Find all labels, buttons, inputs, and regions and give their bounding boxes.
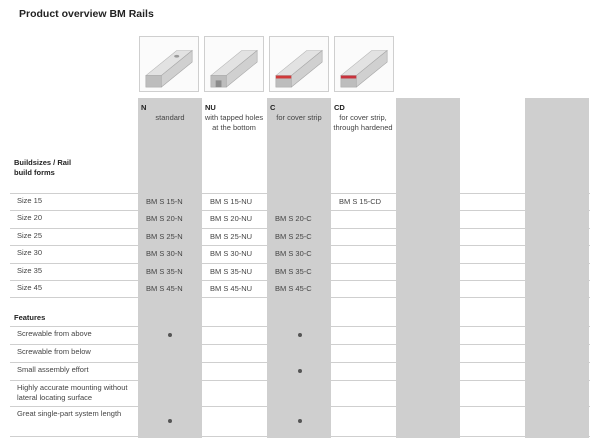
rail-part-number: BM S 30-C: [275, 249, 312, 259]
column-description: for cover strip: [276, 113, 322, 122]
feature-dot: [298, 419, 302, 423]
rail-part-number: BM S 15-N: [146, 197, 183, 206]
rail-c-image: [269, 36, 329, 92]
rail-part-number: BM S 15-NU: [210, 197, 253, 206]
column-code: C: [270, 103, 276, 112]
rail-part-number: BM S 30-NU: [210, 249, 253, 259]
rail-n-image: [139, 36, 199, 92]
rail-part-number: BM S 20-NU: [210, 214, 253, 224]
size-label: Size 20: [17, 213, 43, 223]
feature-label: Screwable from below: [17, 347, 91, 356]
column-description: with tapped holes at the bottom: [204, 113, 264, 132]
row-divider: [10, 228, 590, 229]
feature-label: Highly accurate mounting without lateral locating surface: [17, 383, 128, 402]
row-divider: [10, 193, 590, 194]
row-divider: [10, 263, 590, 264]
size-label: Size 35: [17, 265, 43, 275]
rail-part-number: BM S 30-N: [146, 249, 183, 259]
row-divider: [10, 344, 590, 345]
column-code: NU: [205, 103, 216, 112]
row-divider: [10, 210, 590, 211]
rail-nu-image: [204, 36, 264, 92]
feature-label: Screwable from above: [17, 329, 92, 338]
size-label: Size 15: [17, 196, 43, 205]
feature-dot: [298, 333, 302, 337]
rail-part-number: BM S 25-NU: [210, 231, 253, 241]
column-description: for cover strip, through hardened: [333, 113, 393, 132]
row-divider: [10, 326, 590, 327]
rail-part-number: BM S 35-C: [275, 266, 312, 276]
rail-part-number: BM S 20-N: [146, 214, 183, 224]
feature-label: Great single-part system length: [17, 409, 122, 418]
column-header-n: [138, 103, 202, 123]
column-header-cd: [331, 103, 395, 133]
size-label: Size 45: [17, 283, 43, 292]
size-label: Size 30: [17, 248, 43, 258]
row-divider: [10, 406, 590, 407]
feature-dot: [168, 333, 172, 337]
size-label: Size 25: [17, 230, 43, 240]
rail-part-number: BM S 35-N: [146, 266, 183, 276]
row-divider: [10, 380, 590, 381]
column-description: standard: [155, 113, 185, 122]
buildsizes-heading: Buildsizes / Rail build forms: [14, 158, 72, 177]
empty-column-bg: [396, 98, 460, 438]
rail-part-number: BM S 15-CD: [339, 197, 382, 206]
feature-label: Small assembly effort: [17, 365, 89, 374]
row-divider: [10, 245, 590, 246]
row-divider: [10, 297, 590, 298]
row-divider: [10, 362, 590, 363]
rail-part-number: BM S 20-C: [275, 214, 312, 224]
rail-part-number: BM S 45-N: [146, 284, 183, 293]
column-code: CD: [334, 103, 345, 112]
feature-dot: [298, 369, 302, 373]
column-code: N: [141, 103, 147, 112]
column-header-c: [267, 103, 331, 123]
feature-dot: [168, 419, 172, 423]
rail-part-number: BM S 25-C: [275, 231, 312, 241]
column-header-nu: [202, 103, 266, 133]
rail-part-number: BM S 25-N: [146, 231, 183, 241]
rail-part-number: BM S 45-NU: [210, 284, 253, 293]
row-divider: [10, 280, 590, 281]
page-title: Product overview BM Rails: [19, 8, 154, 20]
rail-part-number: BM S 45-C: [275, 284, 312, 293]
rail-part-number: BM S 35-NU: [210, 266, 253, 276]
features-heading: Features: [14, 313, 46, 322]
empty-column-bg: [525, 98, 589, 438]
row-divider: [10, 436, 590, 437]
rail-cd-image: [334, 36, 394, 92]
